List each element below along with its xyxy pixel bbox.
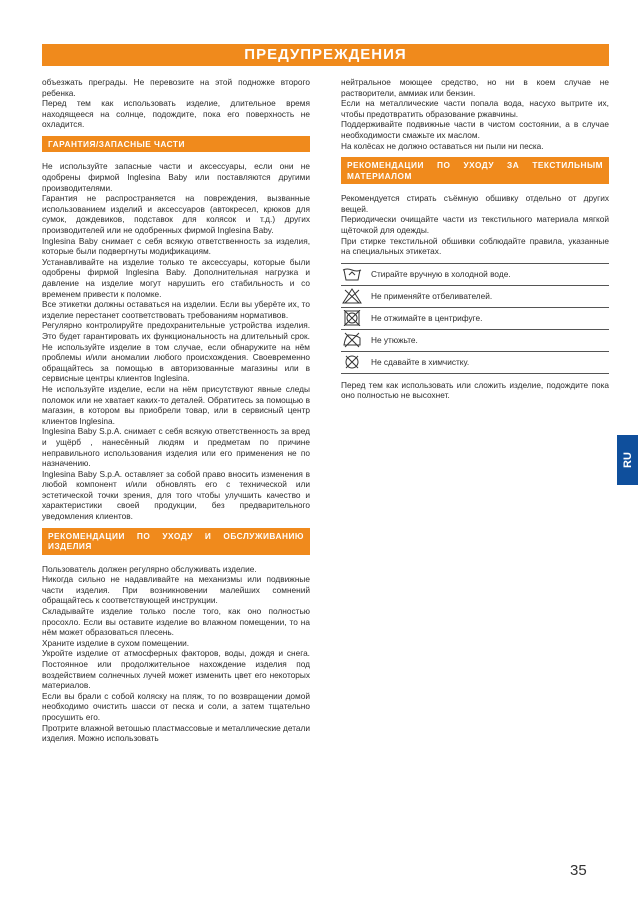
paragraph: Никогда сильно не надавливайте на механизмы или подвижные части изделия. При возникновении малейших сомнений обращайтесь к соответствующей инструкции.: [42, 574, 310, 606]
care-symbol-label: Не отжимайте в центрифуге.: [371, 312, 483, 323]
paragraph: При стирке текстильной обшивки соблюдайте правила, указанные на специальных этикетах.: [341, 235, 609, 257]
care-symbol-row: [341, 352, 609, 374]
no-iron-icon: [341, 332, 363, 349]
section-heading-warranty: ГАРАНТИЯ/ЗАПАСНЫЕ ЧАСТИ: [42, 136, 310, 153]
paragraph: нейтральное моющее средство, но ни в коем случае не растворители, аммиак или бензин.: [341, 77, 609, 98]
care-symbol-label: Стирайте вручную в холодной воде.: [371, 268, 511, 279]
paragraph: Не используйте изделие, если на нём присутствуют явные следы поломок или не хватает каких-то деталей. Обратитесь за помощью в магазин, в котором вы приобрели товар, или в сервисный центр клиентов Inglesina.: [42, 383, 310, 426]
paragraph: Укройте изделие от атмосферных факторов, воды, дождя и снега. Постоянное или продолжительное нахождение изделия под воздействием солнечных лучей может изменить цвет его некоторых материалов.: [42, 648, 310, 691]
care-symbol-label: Не утюжьте.: [371, 334, 418, 345]
paragraph: Рекомендуется стирать съёмную обшивку отдельно от других вещей.: [341, 193, 609, 214]
care-symbol-row: [341, 286, 609, 308]
paragraph: Поддерживайте подвижные части в чистом состоянии, а в случае необходимости смажьте их маслом.: [341, 119, 609, 140]
care-symbol-label: Не сдавайте в химчистку.: [371, 356, 470, 367]
no-bleach-icon: [341, 288, 363, 305]
page-number: 35: [570, 862, 587, 879]
language-tab: [617, 435, 638, 485]
no-dry-clean-icon: [341, 354, 363, 371]
paragraph: Гарантия не распространяется на повреждения, вызванные использованием изделий и аксессуаров (автокресел, крюков для сумок, дождевиков, подставок для колясок и т.д.) других производителей или не одобренных фирмой Inglesina Baby.: [42, 193, 310, 236]
paragraph: Храните изделие в сухом помещении.: [42, 637, 190, 648]
paragraph: Все этикетки должны оставаться на изделии. Если вы уберёте их, то изделие перестанет соответствовать требованиям нормативов.: [42, 299, 310, 320]
care-symbols-list: [341, 263, 609, 374]
paragraph: Перед тем как использовать или сложить изделие, подождите пока оно полностью не высохнет.: [341, 379, 609, 401]
paragraph: Регулярно контролируйте предохранительные устройства изделия. Это будет гарантировать их функциональность на длительный срок. Не используйте изделие в том случае, если обнаружите на нём проблемы и/или аномалии любого происхождения. Своевременно обращайтесь за помощью в авторизованные магазины или в сервисные центры клиентов Inglesina.: [42, 320, 310, 384]
paragraph: Протрите влажной ветошью пластмассовые и металлические детали изделия. Можно использовать: [42, 722, 310, 744]
language-tab-label: RU: [621, 452, 634, 468]
right-column: [341, 77, 609, 401]
no-tumble-dry-icon: [341, 310, 363, 327]
paragraph: Перед тем как использовать изделие, длительное время находящееся на солнце, подождите, пока его поверхность не охладится.: [42, 98, 310, 130]
paragraph: Inglesina Baby снимает с себя всякую ответственность за изделия, которые были подвергнуты модификациям.: [42, 235, 310, 257]
care-symbol-row: [341, 264, 609, 286]
paragraph: На колёсах не должно оставаться ни пыли ни песка.: [341, 140, 544, 151]
left-column: [42, 77, 310, 744]
section-heading-textile: РЕКОМЕНДАЦИИ ПО УХОДУ ЗА ТЕКСТИЛЬНЫМ МАТЕРИАЛОМ: [341, 157, 609, 184]
paragraph: Inglesina Baby S.p.A. оставляет за собой право вносить изменения в любой компонент и/или обновлять его с технической или эстетической точки зрения, для того чтобы улучшить качество и характеристики своей продукции, без предварительного уведомления клиентов.: [42, 468, 310, 522]
paragraph: Inglesina Baby S.p.A. снимает с себя всякую ответственность за вред и ущёрб , нанесённый людям и предметам по причине неправильного использования изделия или его применения не по назначению.: [42, 426, 310, 469]
paragraph: Устанавливайте на изделие только те аксессуары, которые были одобрены фирмой Inglesina Baby. Дополнительная нагрузка и давление на изделие могут нарушить его стабильность и со временем привести к поломке.: [42, 256, 310, 299]
paragraph: Если на металлические части попала вода, насухо вытрите их, чтобы предотвратить образование ржавчины.: [341, 98, 609, 119]
paragraph: Пользователь должен регулярно обслуживать изделие.: [42, 563, 257, 574]
paragraph: Если вы брали с собой коляску на пляж, то по возвращении домой необходимо очистить шасси от песка и соли, а затем тщательно просушить его.: [42, 690, 310, 722]
paragraph: Не используйте запасные части и аксессуары, если они не одобрены фирмой Inglesina Baby или поставляются другими производителями.: [42, 161, 310, 193]
section-heading-care: РЕКОМЕНДАЦИИ ПО УХОДУ И ОБСЛУЖИВАНИЮ ИЗДЕЛИЯ: [42, 528, 310, 555]
paragraph: Складывайте изделие только после того, как оно полностью просохло. Если вы оставите изделие во влажном помещении, то на нём может образоваться плесень.: [42, 606, 310, 638]
hand-wash-icon: [341, 266, 363, 283]
care-symbol-row: [341, 308, 609, 330]
page-title: ПРЕДУПРЕЖДЕНИЯ: [42, 44, 609, 66]
care-symbol-label: Не применяйте отбеливателей.: [371, 290, 493, 301]
care-symbol-row: [341, 330, 609, 352]
paragraph: объезжать преграды. Не перевозите на этой подножке второго ребенка.: [42, 77, 310, 98]
paragraph: Периодически очищайте части из текстильного материала мягкой щёточкой для одежды.: [341, 214, 609, 235]
